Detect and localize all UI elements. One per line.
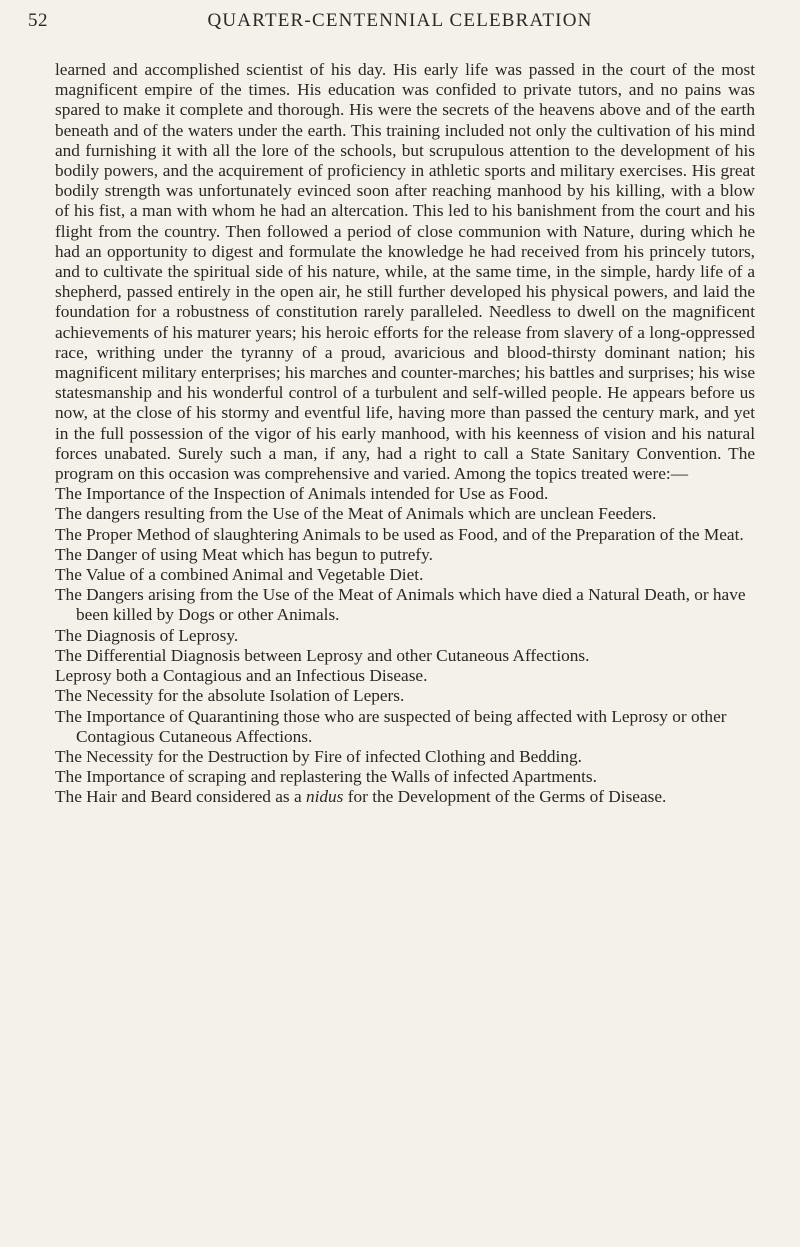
topic-item: The Importance of Quarantining those who are suspected of being affected with Leprosy or other Contagious Cutaneous Affections. bbox=[55, 706, 727, 746]
topic-text-italic: nidus bbox=[305, 787, 344, 807]
running-title: QUARTER-CENTENNIAL CELEBRATION bbox=[207, 10, 593, 31]
body-text bbox=[55, 60, 755, 808]
topic-item: The Importance of scraping and replastering the Walls of infected Apartments. bbox=[55, 767, 597, 787]
topics-list bbox=[55, 484, 755, 807]
main-paragraph: learned and accomplished scientist of his day. His early life was passed in the court of the most magnificent empire of the times. His education was confided to private tutors, and no pains was spared to make it complete and thorough. His were the secrets of the heavens above and of the earth beneath and of the waters under the earth. This training included not only the cultivation of his mind and furnishing it with all the lore of the schools, but scrupulous attention to the development of his bodily powers, and the acquirement of proficiency in athletic sports and military exercises. His great bodily strength was unfortunately evinced soon after reaching manhood by his killing, with a blow of his fist, a man with whom he had an altercation. This led to his banishment from the court and his flight from the country. Then followed a period of close communion with Nature, during which he had an opportunity to digest and formulate the knowledge he had received from his princely tutors, and to cultivate the spiritual side of his nature, while, at the same time, in the simple, hardy life of a shepherd, passed entirely in the open air, he still further developed his physical powers, and laid the foundation for a robustness of constitution rarely paralleled. Needless to dwell on the magnificent achievements of his maturer years; his heroic efforts for the release from slavery of a long-oppressed race, writhing under the tyranny of a proud, avaricious and blood-thirsty dominant nation; his magnificent military enterprises; his marches and counter-marches; his battles and surprises; his wise statesmanship and his wonderful control of a turbulent and self-willed people. He appears before us now, at the close of his stormy and eventful life, having more than passed the century mark, and yet in the full possession of the vigor of his early manhood, with his keenness of vision and his natural forces unabated. Surely such a man, if any, had a right to call a State Sanitary Convention. The program on this occasion was comprehensive and varied. Among the topics treated were:— bbox=[55, 60, 755, 484]
topic-text-after: for the Development of the Germs of Disease. bbox=[343, 787, 667, 807]
topic-item: The Value of a combined Animal and Vegetable Diet. bbox=[55, 565, 424, 585]
topic-item-last bbox=[55, 787, 755, 807]
topic-item: The dangers resulting from the Use of the Meat of Animals which are unclean Feeders. bbox=[55, 504, 657, 524]
topic-item: The Necessity for the absolute Isolation of Lepers. bbox=[55, 686, 405, 706]
topic-item: Leprosy both a Contagious and an Infectious Disease. bbox=[55, 666, 428, 686]
topic-item: The Differential Diagnosis between Leprosy and other Cutaneous Affections. bbox=[55, 645, 590, 665]
topic-item: The Dangers arising from the Use of the Meat of Animals which have died a Natural Death, or have been killed by Dogs or other Animals. bbox=[55, 585, 746, 625]
topic-item: The Danger of using Meat which has begun to putrefy. bbox=[55, 544, 434, 564]
topic-item: The Proper Method of slaughtering Animals to be used as Food, and of the Preparation of the Meat. bbox=[55, 524, 744, 544]
page-number: 52 bbox=[28, 10, 48, 31]
topic-item: The Diagnosis of Leprosy. bbox=[55, 625, 239, 645]
topic-item: The Importance of the Inspection of Animals intended for Use as Food. bbox=[55, 484, 549, 504]
topic-item: The Necessity for the Destruction by Fire of infected Clothing and Bedding. bbox=[55, 746, 582, 766]
topic-text-before: The Hair and Beard considered as a bbox=[55, 787, 306, 807]
